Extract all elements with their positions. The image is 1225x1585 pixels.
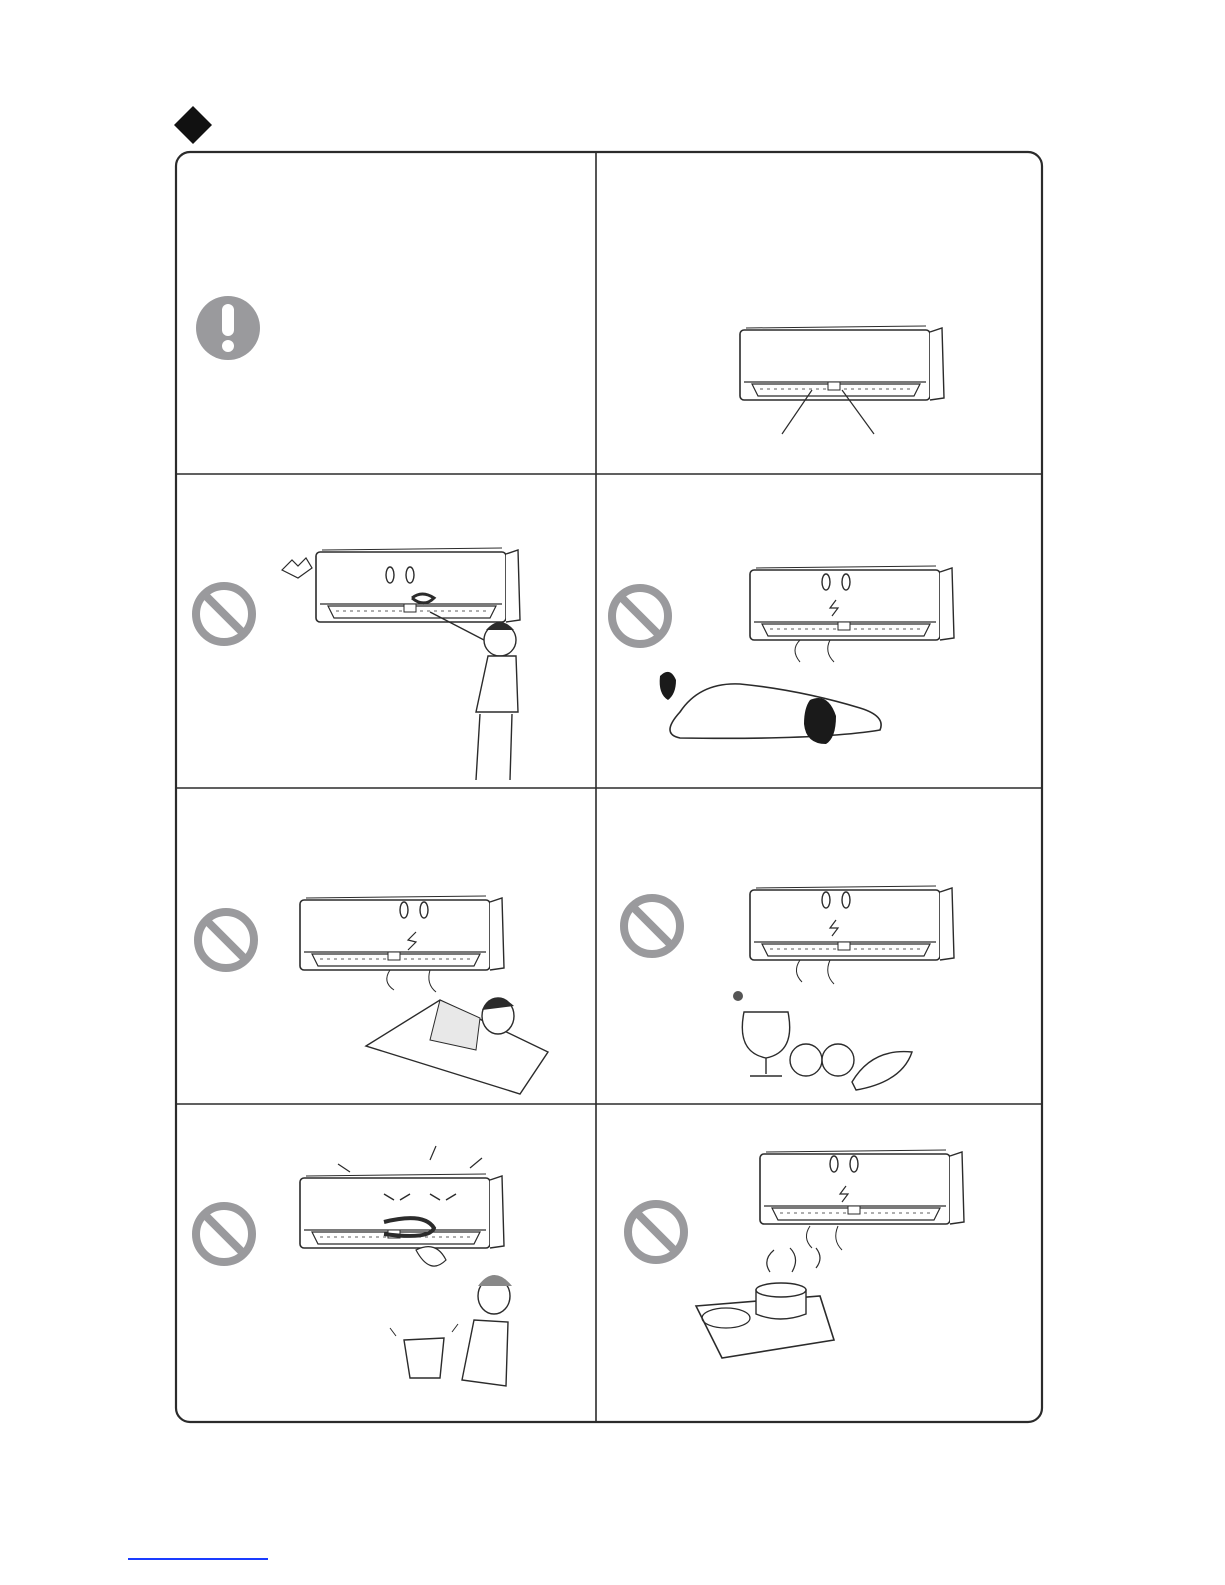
prohibition-icon <box>198 912 254 968</box>
prohibition-icon <box>196 1206 252 1262</box>
airflow-onto-food-illustration <box>733 886 954 1090</box>
prohibition-icon <box>196 586 252 642</box>
black-diamond-icon <box>174 106 212 144</box>
unit-above-stove-illustration <box>696 1150 964 1358</box>
person-splashing-water-illustration <box>300 1146 512 1386</box>
prohibition-icon <box>628 1204 684 1260</box>
person-hanging-on-louver-illustration <box>282 548 520 780</box>
airflow-onto-sleeping-person-illustration <box>300 896 548 1094</box>
prohibition-icon <box>612 588 668 644</box>
airflow-onto-dog-illustration <box>660 566 954 744</box>
exclamation-mandatory-icon <box>196 296 260 360</box>
footer-link[interactable] <box>128 1558 268 1560</box>
prohibition-icon <box>624 898 680 954</box>
indoor-unit-illustration <box>740 326 944 434</box>
